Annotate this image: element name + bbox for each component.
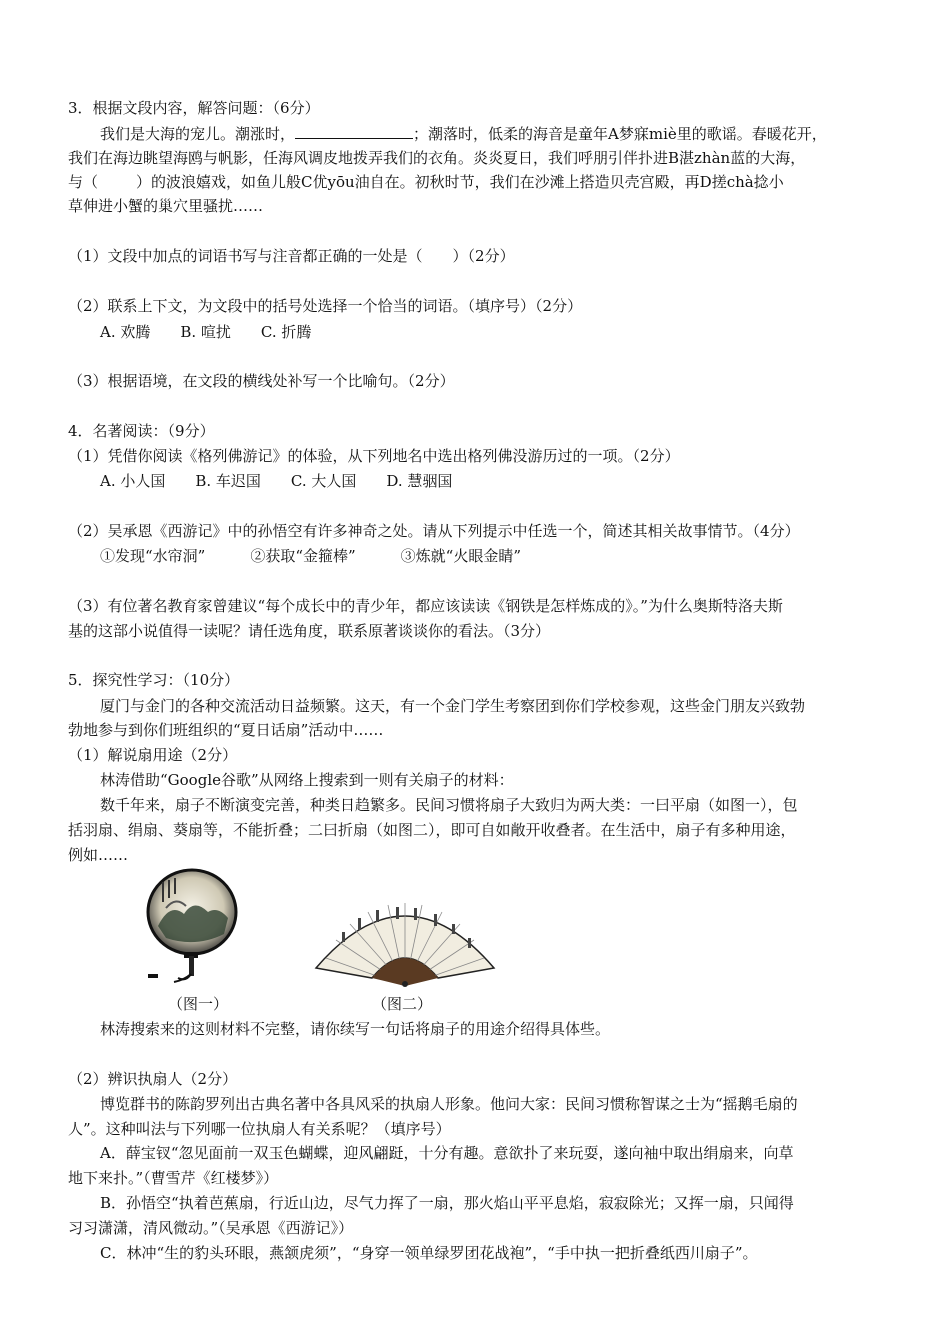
q4-sub1: （1）凭借你阅读《格列佛游记》的体验，从下列地名中选出格列佛没游历过的一项。（2分） (68, 447, 680, 465)
q4-sub1-options: A. 小人国 B. 车迟国 C. 大人国 D. 慧骃国 (100, 472, 453, 490)
q5-intro-line1: 厦门与金门的各种交流活动日益频繁。这天，有一个金门学生考察团到你们学校参观，这些金门朋友兴致勃 (100, 697, 806, 715)
q3-sub2-options: A. 欢腾 B. 喧扰 C. 折腾 (100, 323, 312, 341)
q3-sub2: （2）联系上下文，为文段中的括号处选择一个恰当的词语。（填序号）（2分） (68, 297, 583, 315)
q5-sub2-line1: 博览群书的陈韵罗列出古典名著中各具风采的执扇人形象。他问大家：民间习惯称智谋之士为“摇鹅毛扇的 (100, 1095, 798, 1113)
q4-sub2: （2）吴承恩《西游记》中的孙悟空有许多神奇之处。请从下列提示中任选一个，简述其相关故事情节。（4分） (68, 522, 800, 540)
q4-sub3-line1: （3）有位著名教育家曾建议“每个成长中的青少年，都应该读读《钢铁是怎样炼成的》。”为什么奥斯特洛夫斯 (68, 597, 783, 615)
q5-sub2-line2: 人”。这种叫法与下列哪一位执扇人有关系呢？（填序号） (68, 1120, 451, 1138)
q5-option-b-line1: B．孙悟空“执着芭蕉扇，行近山边，尽气力挥了一扇，那火焰山平平息焰，寂寂除光；又挥一扇，只闻得 (100, 1194, 794, 1212)
q3-text: 与（ (68, 173, 99, 191)
q5-sub1-line1: 林涛借助“Google谷歌”从网络上搜索到一则有关扇子的材料： (100, 771, 514, 789)
q5-sub2-title: （2）辨识执扇人（2分） (68, 1070, 238, 1088)
q5-option-a-line2: 地下来扑。”（曹雪芹《红楼梦》） (68, 1169, 279, 1187)
q5-sub1-line3: 括羽扇、绢扇、葵扇等，不能折叠；二曰折扇（如图二），即可自如敞开收叠者。在生活中，扇子有多种用途， (68, 821, 796, 839)
figure1-caption: （图一） (168, 995, 229, 1013)
q3-paragraph-line2: 我们在海边眺望海鸥与帆影，任海风调皮地拨弄我们的衣角。炎炎夏日，我们呼朋引伴扑进B湛zhàn蓝的大海， (68, 149, 806, 167)
q5-sub1-line2: 数千年来，扇子不断演变完善，种类日趋繁多。民间习惯将扇子大致归为两大类：一曰平扇（如图一），包 (100, 796, 798, 814)
figure2-caption: （图二） (372, 995, 433, 1013)
q3-paragraph-line3 (68, 172, 784, 192)
q3-text: ）的波浪嬉戏，如鱼儿般C优yōu油自在。初秋时节，我们在沙滩上搭造贝壳宫殿，再D搓chà捻小 (136, 173, 784, 191)
q5-option-a-line1: A．薛宝钗“忽见面前一双玉色蝴蝶，迎风翩跹，十分有趣。意欲扑了来玩耍，遂向袖中取出绢扇来，向草 (100, 1144, 794, 1162)
q4-title: 4．名著阅读：（9分） (68, 422, 215, 440)
answer-blank (295, 124, 413, 139)
q3-paragraph-line4: 草伸进小蟹的巢穴里骚扰…… (68, 197, 264, 215)
q3-sub3: （3）根据语境，在文段的横线处补写一个比喻句。（2分） (68, 372, 455, 390)
q5-option-c-line1: C．林冲“生的豹头环眼，燕颔虎须”，“身穿一领单绿罗团花战袍”，“手中执一把折叠纸西川扇子”。 (100, 1244, 758, 1262)
round-fan-image (136, 868, 246, 986)
q5-option-b-line2: 习习潇潇，清风微动。”（吴承恩《西游记》） (68, 1219, 354, 1237)
q3-text: 我们是大海的宠儿。潮涨时， (100, 125, 296, 143)
q5-intro-line2: 勃地参与到你们班组织的“夏日话扇”活动中…… (68, 721, 384, 739)
q5-title: 5．探究性学习：（10分） (68, 671, 240, 689)
q4-sub3-line2: 基的这部小说值得一读呢？请任选角度，联系原著谈谈你的看法。（3分） (68, 622, 551, 640)
q5-sub1-title: （1）解说扇用途（2分） (68, 746, 238, 764)
q3-title: 3．根据文段内容，解答问题：（6分） (68, 99, 320, 117)
q3-paragraph-line1 (100, 124, 827, 144)
q4-sub2-hints: ①发现“水帘洞” ②获取“金箍棒” ③炼就“火眼金睛” (100, 547, 522, 565)
q3-text: ；潮落时，低柔的海音是童年A梦寐miè里的歌谣。春暖花开， (413, 125, 827, 143)
q5-sub1-task: 林涛搜索来的这则材料不完整，请你续写一句话将扇子的用途介绍得具体些。 (100, 1020, 611, 1038)
folding-fan-image (312, 888, 498, 988)
q3-sub1: （1）文段中加点的词语书写与注音都正确的一处是（ ）（2分） (68, 247, 515, 265)
q5-sub1-line4: 例如…… (68, 846, 129, 864)
